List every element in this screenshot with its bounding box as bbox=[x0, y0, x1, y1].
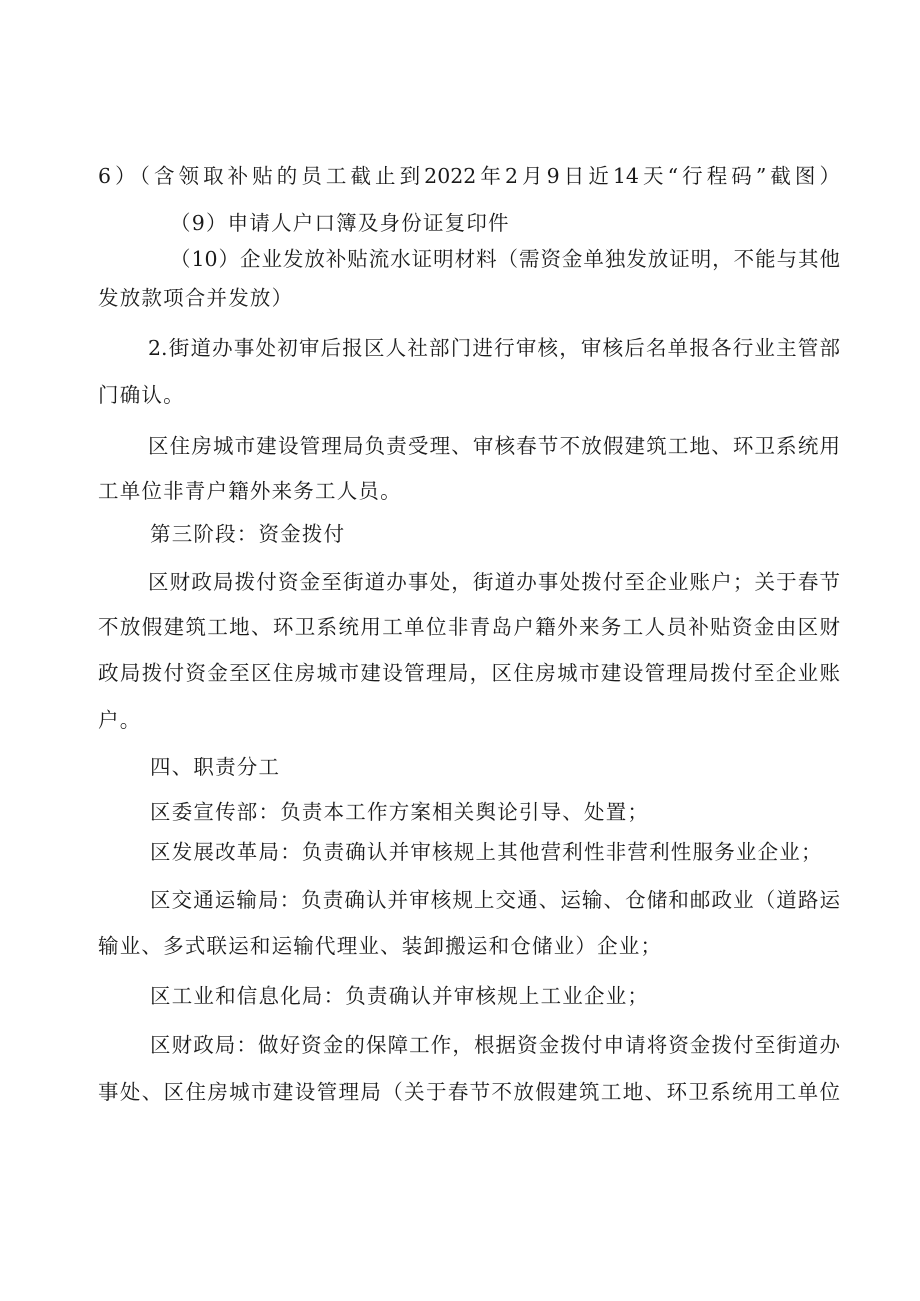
text-line-6: 门确认。 bbox=[98, 383, 185, 407]
text-line-12: 政局拨付资金至区住房城市建设管理局，区住房城市建设管理局拨付至企业账 bbox=[98, 661, 840, 685]
text-line-2: （9）申请人户口簿及身份证复印件 bbox=[170, 211, 510, 235]
text-line-4: 发放款项合并发放） bbox=[98, 286, 294, 310]
text-line-1: 6）（含领取补贴的员工截止到2022年2月9日近14天“行程码”截图） bbox=[98, 164, 840, 188]
text-line-14: 四、职责分工 bbox=[150, 755, 281, 779]
text-line-11: 不放假建筑工地、环卫系统用工单位非青岛户籍外来务工人员补贴资金由区财 bbox=[98, 615, 840, 639]
text-line-15: 区委宣传部：负责本工作方案相关舆论引导、处置； bbox=[150, 800, 650, 824]
text-line-16: 区发展改革局：负责确认并审核规上其他营利性非营利性服务业企业； bbox=[150, 840, 823, 864]
text-line-8: 工单位非青户籍外来务工人员。 bbox=[98, 479, 402, 503]
text-line-10: 区财政局拨付资金至街道办事处，街道办事处拨付至企业账户；关于春节 bbox=[148, 570, 840, 594]
text-line-20: 区财政局：做好资金的保障工作，根据资金拨付申请将资金拨付至街道办 bbox=[150, 1033, 840, 1057]
text-line-18: 输业、多式联运和运输代理业、装卸搬运和仓储业）企业； bbox=[98, 934, 663, 958]
text-line-7: 区住房城市建设管理局负责受理、审核春节不放假建筑工地、环卫系统用 bbox=[148, 434, 840, 458]
text-line-5: 2.街道办事处初审后报区人社部门进行审核，审核后名单报各行业主管部 bbox=[148, 336, 840, 360]
text-line-3: （10）企业发放补贴流水证明材料（需资金单独发放证明，不能与其他 bbox=[170, 247, 840, 271]
text-line-19: 区工业和信息化局：负责确认并审核规上工业企业； bbox=[150, 984, 650, 1008]
text-line-17: 区交通运输局：负责确认并审核规上交通、运输、仓储和邮政业（道路运 bbox=[150, 888, 840, 912]
text-line-13: 户。 bbox=[98, 708, 142, 732]
text-line-9: 第三阶段：资金拨付 bbox=[150, 522, 346, 546]
text-line-21: 事处、区住房城市建设管理局（关于春节不放假建筑工地、环卫系统用工单位 bbox=[98, 1080, 840, 1104]
